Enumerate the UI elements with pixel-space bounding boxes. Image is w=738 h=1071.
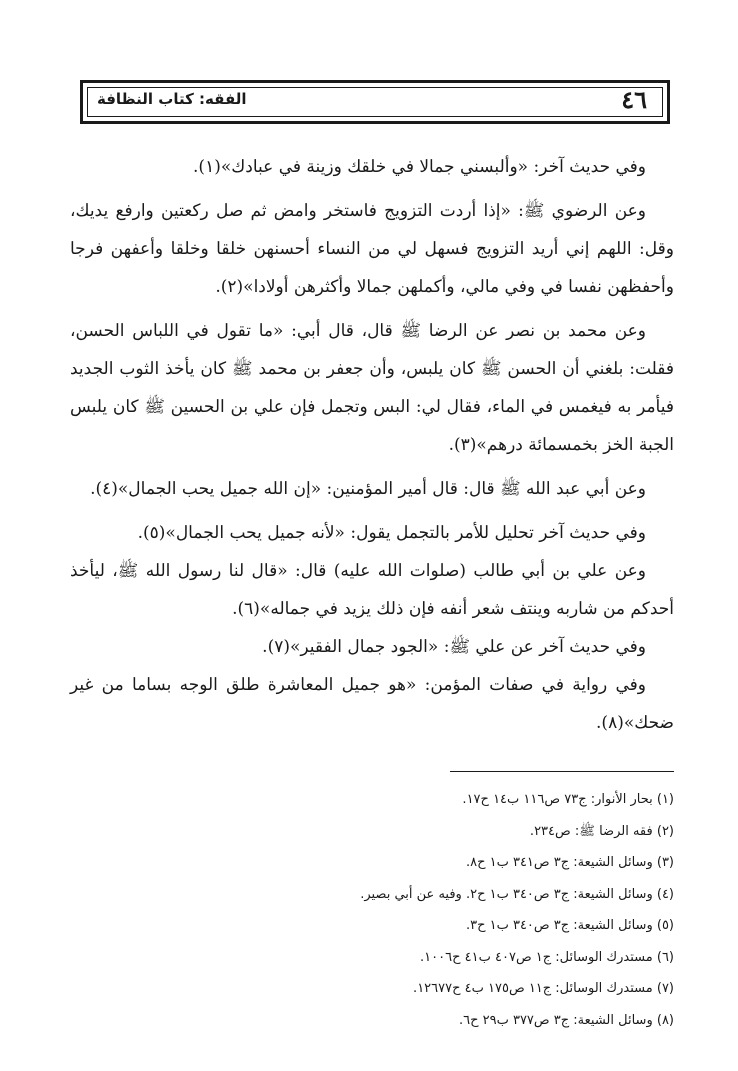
page-number: ٤٦ <box>621 85 647 114</box>
page-header <box>80 80 670 124</box>
footnote: (٦) مستدرك الوسائل: ج١ ص٤٠٧ ب٤١ ح١٠٠٦. <box>420 949 674 965</box>
paragraph: وعن الرضوي ﷺ: «إذا أردت التزويج فاستخر وامض ثم صل ركعتين وارفع يديك، وقل: اللهم إني أريد التزويج فسهل لي من النساء أحسنهن خلقا وخلقا وأعفهن فرجا وأحفظهن نفسا في وفي مالي، وأكملهن جمالا وأكثرهن أولادا»(٢). <box>70 201 674 297</box>
main-text <box>70 148 674 742</box>
paragraph: وفي حديث آخر تحليل للأمر بالتجمل يقول: «لأنه جميل يحب الجمال»(٥). <box>137 523 646 543</box>
paragraph: وعن علي بن أبي طالب (صلوات الله عليه) قال: «قال لنا رسول الله ﷺ، ليأخذ أحدكم من شاربه وينتف شعر أنفه فإن ذلك يزيد في جماله»(٦). <box>70 561 674 619</box>
footnote: (٥) وسائل الشيعة: ج٣ ص٣٤٠ ب١ ح٣. <box>465 918 674 933</box>
footnote-separator <box>450 771 674 772</box>
footnotes <box>280 784 674 1036</box>
footnote: (٧) مستدرك الوسائل: ج١١ ص١٧٥ ب٤ ح١٢٦٧٧. <box>413 981 674 996</box>
paragraph: وفي رواية في صفات المؤمن: «هو جميل المعاشرة طلق الوجه بساما من غير ضحك»(٨). <box>70 675 674 733</box>
footnote: (٣) وسائل الشيعة: ج٣ ص٣٤١ ب١ ح٨. <box>465 855 674 870</box>
footnote: (٨) وسائل الشيعة: ج٣ ص٣٧٧ ب٢٩ ح٦. <box>458 1012 674 1028</box>
running-title: الفقه: كتاب النظافة <box>97 90 247 108</box>
footnote: (٤) وسائل الشيعة: ج٣ ص٣٤٠ ب١ ح٢. وفيه عن أبي بصير. <box>360 886 674 902</box>
paragraph: وفي حديث آخر عن علي ﷺ: «الجود جمال الفقير»(٧). <box>262 637 646 657</box>
paragraph: وعن محمد بن نصر عن الرضا ﷺ قال، قال أبي: «ما تقول في اللباس الحسن، فقلت: بلغني أن الحسن ﷺ كان يلبس، وأن جعفر بن محمد ﷺ كان يأخذ الثوب الجديد فيأمر به فيغمس في الماء، فقال لي: البس وتجمل فإن علي بن الحسين ﷺ كان يلبس الجبة الخز بخمسمائة درهم»(٣). <box>70 321 674 455</box>
footnote: (١) بحار الأنوار: ج٧٣ ص١١٦ ب١٤ ح١٧. <box>462 792 674 807</box>
paragraph: وفي حديث آخر: «وألبسني جمالا في خلقك وزينة في عبادك»(١). <box>193 157 646 177</box>
footnote: (٢) فقه الرضا ﷺ: ص٢٣٤. <box>529 823 674 839</box>
paragraph: وعن أبي عبد الله ﷺ قال: قال أمير المؤمنين: «إن الله جميل يحب الجمال»(٤). <box>90 479 646 499</box>
